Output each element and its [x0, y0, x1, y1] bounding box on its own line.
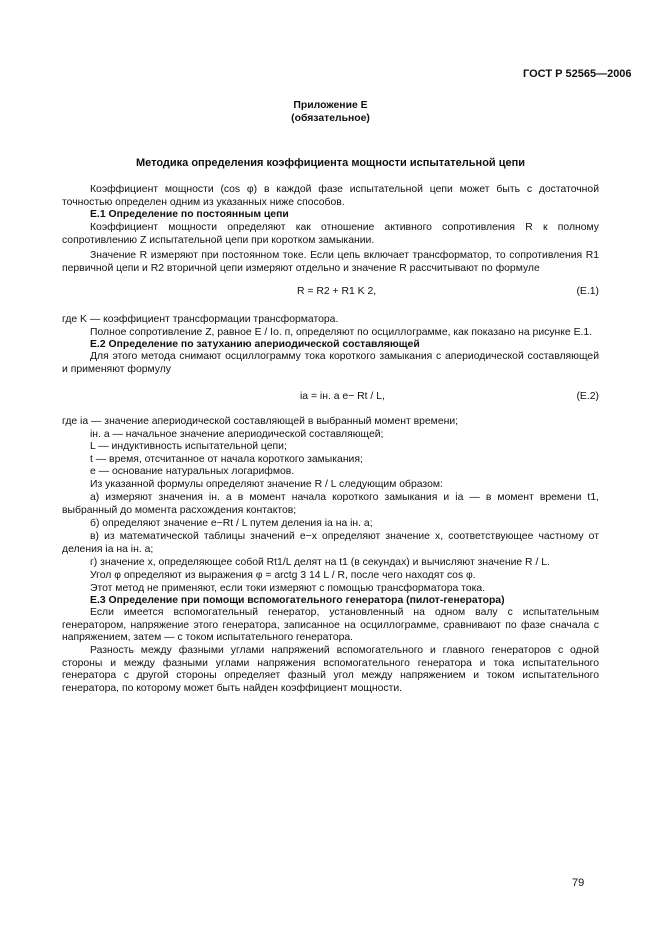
- appendix-title: Приложение Е: [293, 100, 368, 111]
- formula-e2: [62, 391, 599, 405]
- e3-paragraph-2: Разность между фазными углами напряжений вспомогательного и главного генераторов с одной стороны и между фазными углами напряжения вспомогательного генератора и тока испытательного генератора с другой стороны определяет фазный угол между напряжением и током испытательного генератора, по которому может быть найден коэффициент мощности.: [62, 645, 599, 694]
- formula-e1-expression: R = R2 + R1 K 2,: [297, 286, 377, 297]
- full-impedance-paragraph: Полное сопротивление Z, равное E / Iо. п, определяют по осциллограмме, как показано на рисунке Е.1.: [90, 327, 593, 338]
- where-e: e — основание натуральных логарифмов.: [90, 466, 295, 477]
- angle-paragraph: Угол φ определяют из выражения φ = arctg 3 14 L / R, после чего находят cos φ.: [90, 570, 476, 581]
- formula-e1: [62, 286, 599, 300]
- where-k: где K — коэффициент трансформации трансформатора.: [62, 314, 339, 325]
- where-l: L — индуктивность испытательной цепи;: [90, 441, 287, 452]
- where-ina: iн. а — начальное значение апериодической составляющей;: [90, 429, 384, 440]
- section-e1-heading: Е.1 Определение по постоянным цепи: [90, 209, 289, 220]
- from-formula-paragraph: Из указанной формулы определяют значение R / L следующим образом:: [90, 479, 443, 490]
- item-g: г) значение x, определяющее собой Rt1/L делят на t1 (в секундах) и вычисляют значение R / L.: [90, 557, 550, 568]
- where-t: t — время, отсчитанное от начала короткого замыкания;: [90, 454, 363, 465]
- e1-paragraph-1: Коэффициент мощности определяют как отношение активного сопротивления R к полному сопротивлению Z испытательной цепи при коротком замыкании.: [62, 222, 599, 246]
- item-b: б) определяют значение e−Rt / L путем деления ia на iн. а;: [90, 518, 373, 529]
- formula-e1-number: (Е.1): [576, 286, 599, 297]
- main-title: Методика определения коэффициента мощности испытательной цепи: [135, 157, 526, 169]
- appendix-subtitle: (обязательное): [291, 113, 370, 124]
- where-ia: где ia — значение апериодической составляющей в выбранный момент времени;: [62, 416, 459, 427]
- section-e2-heading: Е.2 Определение по затуханию апериодической составляющей: [90, 339, 420, 350]
- formula-e2-number: (Е.2): [576, 391, 599, 402]
- e2-paragraph-1: Для этого метода снимают осциллограмму тока короткого замыкания с апериодической составляющей и применяют формулу: [62, 351, 599, 375]
- formula-e2-expression: ia = iн. а e− Rt / L,: [300, 391, 385, 402]
- section-e3-heading: Е.3 Определение при помощи вспомогательного генератора (пилот-генератора): [90, 595, 505, 606]
- e1-paragraph-2: Значение R измеряют при постоянном токе. Если цепь включает трансформатор, то сопротивления R1 первичной цепи и R2 вторичной цепи измеряют отдельно и значение R рассчитывают по формуле: [62, 250, 599, 274]
- item-v: в) из математической таблицы значений e−x определяют значение x, соответствующее частному от деления ia на iн. а;: [62, 531, 599, 555]
- note-paragraph: Этот метод не применяют, если токи измеряют с помощью трансформатора тока.: [90, 583, 486, 594]
- standard-header: ГОСТ Р 52565—2006: [523, 68, 632, 80]
- item-a: а) измеряют значения iн. а в момент начала короткого замыкания и ia — в момент времени t1, выбранный до момента расхождения контактов;: [62, 492, 599, 516]
- intro-paragraph: Коэффициент мощности (cos φ) в каждой фазе испытательной цепи может быть с достаточной точностью определен одним из указанных ниже способов.: [62, 184, 599, 208]
- e3-paragraph-1: Если имеется вспомогательный генератор, установленный на одном валу с испытательным генератором, напряжение этого генератора, записанное на осциллограмме, сравнивают по фазе сначала с напряжением, затем — с током испытательного генератора.: [62, 607, 599, 644]
- page-number: 79: [572, 877, 585, 889]
